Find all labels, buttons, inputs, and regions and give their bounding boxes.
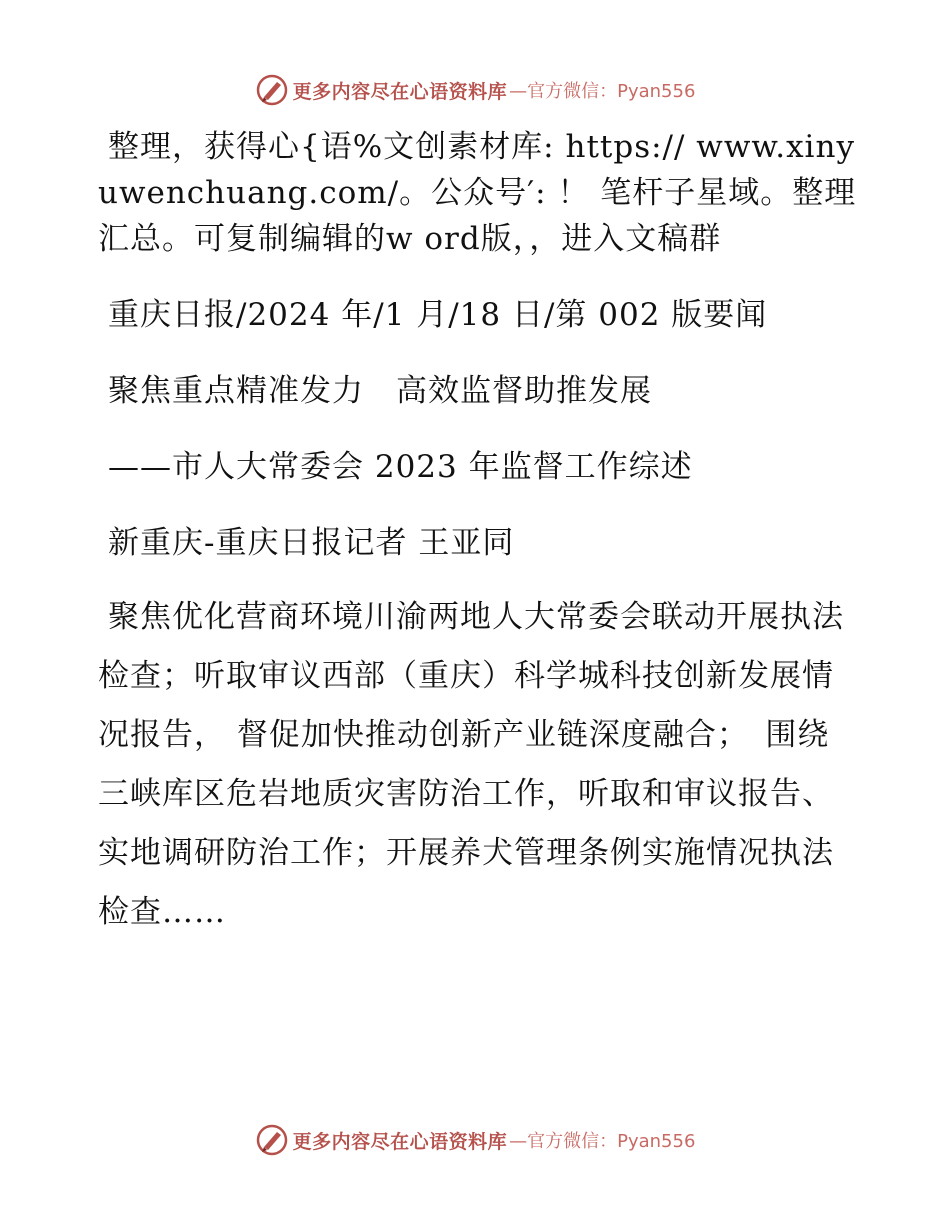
header-banner (0, 70, 950, 110)
article-subheadline: ——市人大常委会 2023 年监督工作综述 (108, 449, 693, 485)
banner-lead-text: 更多内容尽在心语资料库 (292, 1130, 508, 1153)
article-content (98, 124, 858, 942)
body-paragraph: 聚焦优化营商环境川渝两地人大常委会联动开展执法检查；听取审议西部（重庆）科学城科技创新发展情况报告， 督促加快推动创新产业链深度融合； 围绕三峡库区危岩地质灾害防治工作，听取和审议报告、实地调研防治工作；开展养犬管理条例实施情况执法检查…… (98, 599, 844, 930)
footer-banner (0, 1120, 950, 1160)
banner-contact-text: —官方微信：Pyan556 (509, 81, 696, 102)
banner-contact-text: —官方微信：Pyan556 (509, 1131, 696, 1152)
pen-logo-icon (255, 73, 289, 107)
pen-logo-icon (255, 1123, 289, 1157)
article-byline: 新重庆-重庆日报记者 王亚同 (108, 525, 515, 561)
source-line: 重庆日报/2024 年/1 月/18 日/第 002 版要闻 (108, 297, 768, 333)
intro-paragraph: 整理，获得心{语%文创素材库: https:// www.xinyuwenchuang.com/。公众号′: ！ 笔杆子星域。整理汇总。可复制编辑的w ord版，，进入文稿群 (98, 129, 857, 257)
article-headline: 聚焦重点精准发力 高效监督助推发展 (108, 373, 652, 409)
banner-lead-text: 更多内容尽在心语资料库 (292, 80, 508, 103)
